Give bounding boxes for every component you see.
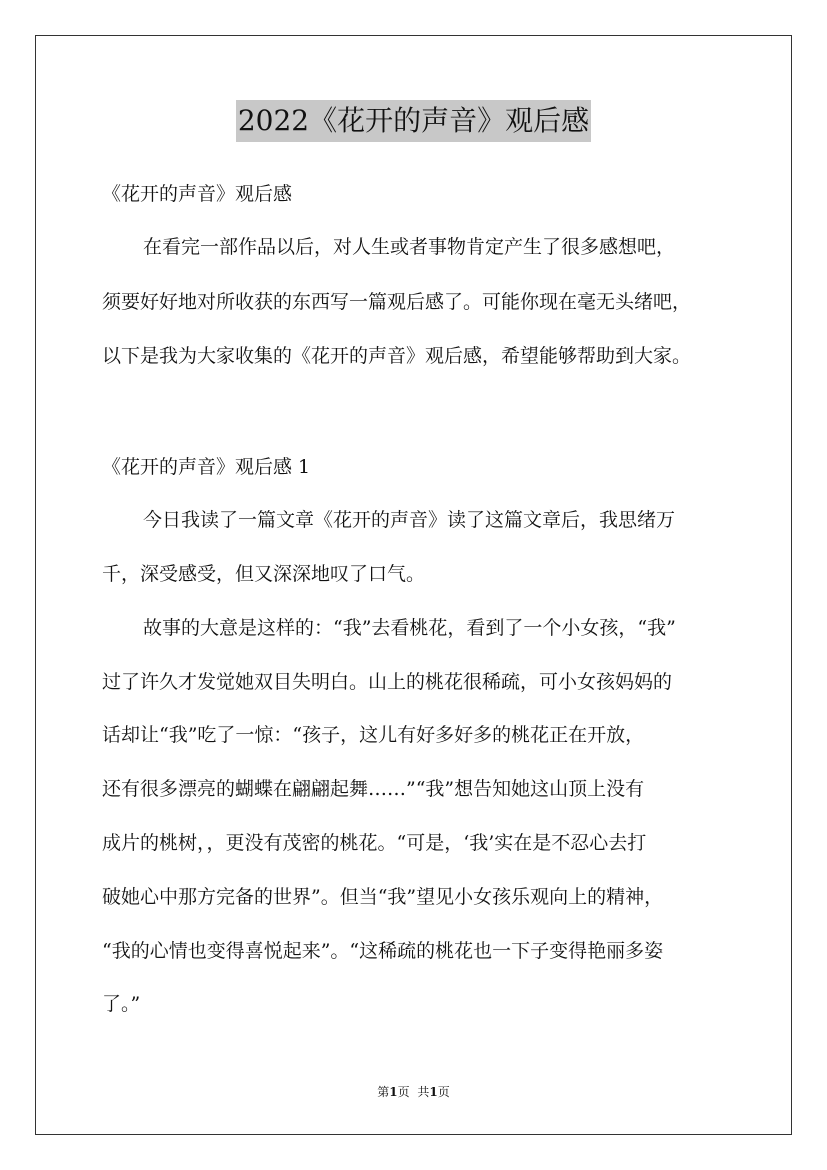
document-title-container [0, 100, 827, 142]
paragraph-line: 还有很多漂亮的蝴蝶在翩翩起舞……”“我”想告知她这山顶上没有 [102, 778, 645, 800]
paragraph-line: 了。” [102, 993, 141, 1015]
paragraph-line: 话却让“我”吃了一惊：“孩子，这儿有好多好多的桃花正在开放， [102, 724, 645, 746]
intro-line-1: 在看完一部作品以后，对人生或者事物肯定产生了很多感想吧， [143, 236, 676, 258]
paragraph-line: 成片的桃树，，更没有茂密的桃花。“可是，‘我’实在是不忍心去打 [102, 832, 647, 854]
page-number: 1 [389, 1085, 398, 1099]
total-prefix: 共 [417, 1085, 430, 1099]
total-pages: 1 [429, 1085, 438, 1099]
paragraph-line: 故事的大意是这样的：“我”去看桃花，看到了一个小女孩，“我” [143, 617, 676, 639]
subtitle: 《花开的声音》观后感 [102, 183, 293, 205]
paragraph-line: 破她心中那方完备的世界”。但当“我”望见小女孩乐观向上的精神， [102, 886, 664, 908]
page-mid: 页 [397, 1085, 410, 1099]
paragraph-line: “我的心情也变得喜悦起来”。“这稀疏的桃花也一下子变得艳丽多姿 [102, 940, 664, 962]
page-prefix: 第 [377, 1085, 390, 1099]
intro-line-2: 须要好好地对所收获的东西写一篇观后感了。可能你现在毫无头绪吧， [102, 291, 692, 313]
page-footer [0, 1083, 827, 1100]
paragraph-line: 千，深受感受，但又深深地叹了口气。 [102, 563, 426, 585]
intro-line-3: 以下是我为大家收集的《花开的声音》观后感，希望能够帮助到大家。 [102, 345, 692, 367]
paragraph-line: 过了许久才发觉她双目失明白。山上的桃花很稀疏，可小女孩妈妈的 [102, 671, 673, 693]
paragraph-line: 今日我读了一篇文章《花开的声音》读了这篇文章后，我思绪万 [143, 509, 676, 531]
section-heading: 《花开的声音》观后感 1 [102, 456, 311, 478]
total-suffix: 页 [437, 1085, 450, 1099]
document-title: 2022《花开的声音》观后感 [236, 100, 591, 142]
